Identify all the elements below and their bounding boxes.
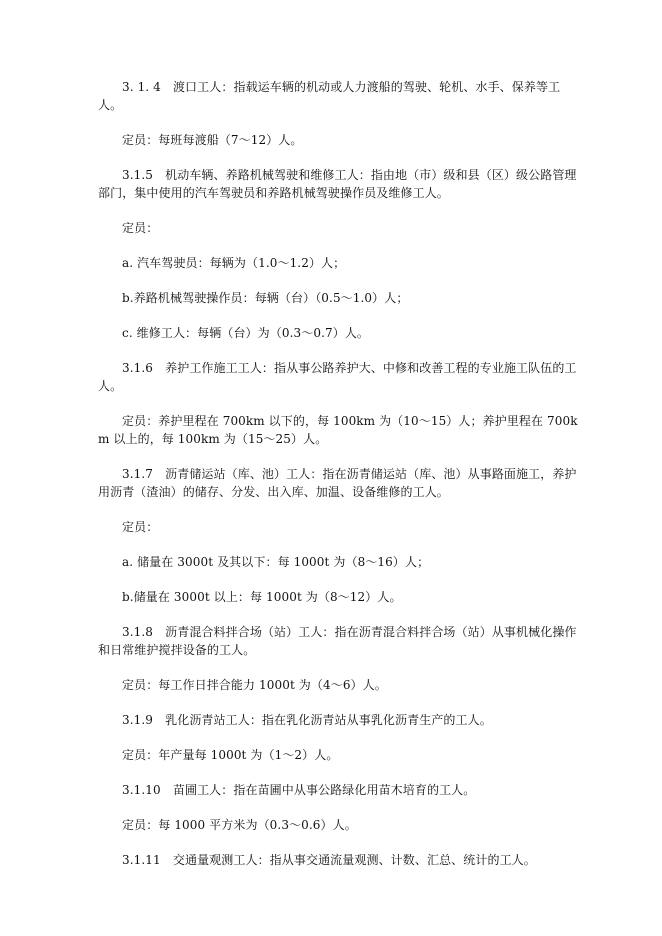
staffing-3-1-10: 定员：每 1000 平方米为（0.3～0.6）人。 bbox=[122, 818, 357, 832]
staffing-3-1-8: 定员：每工作日拌合能力 1000t 为（4～6）人。 bbox=[122, 678, 387, 692]
clause-3-1-11: 3.1.11 交通量观测工人：指从事交通流量观测、计数、汇总、统计的工人。 bbox=[122, 853, 536, 867]
staffing-item-b-3-1-5: b.养路机械驾驶操作员：每辆（台）（0.5～1.0）人； bbox=[122, 291, 409, 305]
staffing-3-1-6: 定员：养护里程在 700km 以下的，每 100km 为（10～15）人；养护里程在 700km 以上的，每 100km 为（15～25）人。 bbox=[98, 414, 578, 446]
staffing-item-a-3-1-5: a. 汽车驾驶员：每辆为（1.0～1.2）人； bbox=[122, 256, 346, 270]
staffing-label-3-1-7: 定员： bbox=[122, 520, 159, 534]
staffing-label-3-1-5: 定员： bbox=[122, 221, 159, 235]
document-body bbox=[98, 78, 578, 886]
clause-3-1-10: 3.1.10 苗圃工人：指在苗圃中从事公路绿化用苗木培育的工人。 bbox=[122, 783, 476, 797]
clause-3-1-8: 3.1.8 沥青混合料拌合场（站）工人：指在沥青混合料拌合场（站）从事机械化操作和日常维护搅拌设备的工人。 bbox=[98, 625, 577, 657]
staffing-item-b-3-1-7: b.储量在 3000t 以上：每 1000t 为（8～12）人。 bbox=[122, 590, 402, 604]
clause-3-1-7: 3.1.7 沥青储运站（库、池）工人：指在沥青储运站（库、池）从事路面施工，养护用沥青（渣油）的储存、分发、出入库、加温、设备维修的工人。 bbox=[98, 467, 577, 499]
staffing-item-c-3-1-5: c. 维修工人：每辆（台）为（0.3～0.7）人。 bbox=[122, 326, 370, 340]
staffing-3-1-4: 定员：每班每渡船（7～12）人。 bbox=[122, 133, 303, 147]
clause-3-1-5: 3.1.5 机动车辆、养路机械驾驶和维修工人：指由地（市）级和县（区）级公路管理部门，集中使用的汽车驾驶员和养路机械驾驶操作员及维修工人。 bbox=[98, 168, 577, 200]
clause-3-1-6: 3.1.6 养护工作施工工人：指从事公路养护大、中修和改善工程的专业施工队伍的工人。 bbox=[98, 361, 577, 393]
clause-3-1-9: 3.1.9 乳化沥青站工人：指在乳化沥青站从事乳化沥青生产的工人。 bbox=[122, 713, 492, 727]
staffing-3-1-9: 定员：年产量每 1000t 为（1～2）人。 bbox=[122, 748, 339, 762]
staffing-item-a-3-1-7: a. 储量在 3000t 及其以下：每 1000t 为（8～16）人； bbox=[122, 555, 430, 569]
clause-3-1-4: 3. 1. 4 渡口工人：指载运车辆的机动或人力渡船的驾驶、轮机、水手、保养等工人。 bbox=[98, 80, 561, 112]
